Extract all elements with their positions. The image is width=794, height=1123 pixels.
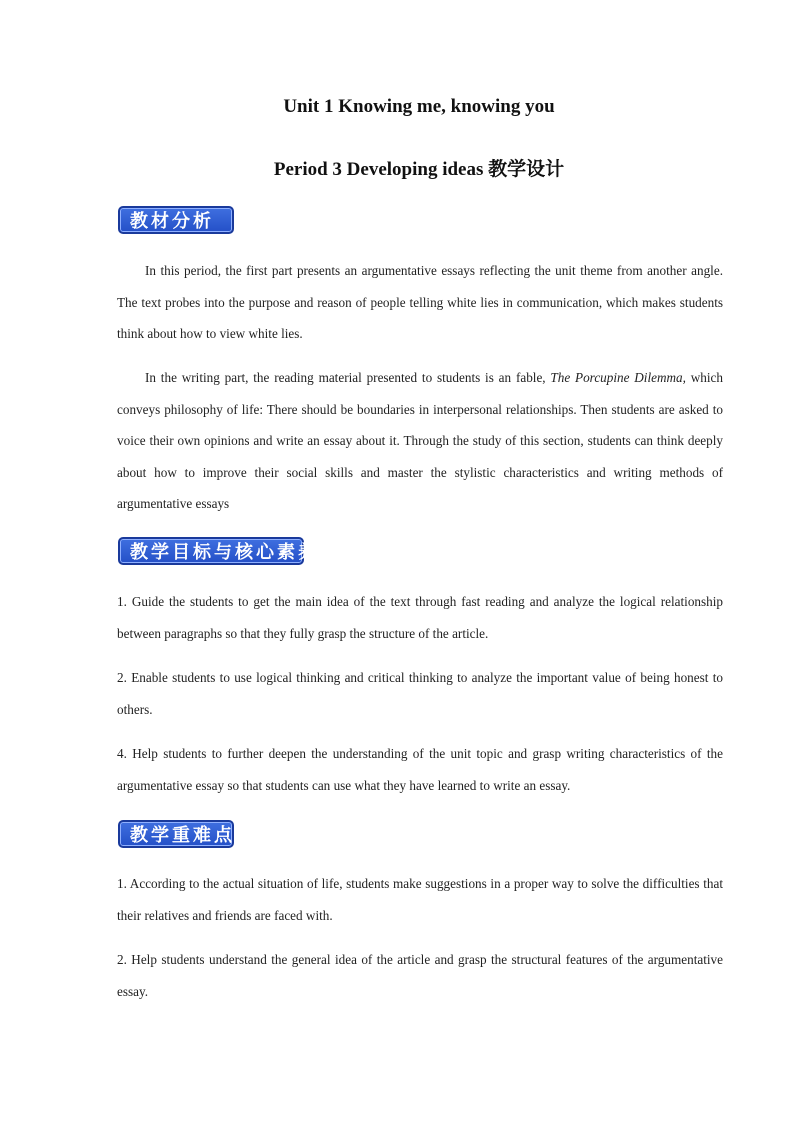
analysis-paragraph-2	[117, 362, 723, 520]
analysis-paragraph-2-start: In the writing part, the reading material presented to students is an fable,	[145, 370, 551, 385]
goal-item-3: 4. Help students to further deepen the understanding of the unit topic and grasp writing characteristics of the argumentative essay so that students can use what they have learned to write an essay.	[117, 746, 723, 793]
key-point-item-1: 1. According to the actual situation of life, students make suggestions in a proper way to solve the difficulties that their relatives and friends are faced with.	[117, 876, 723, 923]
fable-title: The Porcupine Dilemma,	[550, 370, 686, 385]
document-title: Unit 1 Knowing me, knowing you	[283, 96, 555, 117]
section-badge-key-points: 教学重难点	[118, 820, 234, 848]
goal-item-2: 2. Enable students to use logical thinking and critical thinking to analyze the important value of being honest to others.	[117, 670, 723, 717]
analysis-paragraph-2-end: which conveys philosophy of life: There should be boundaries in interpersonal relationships. Then students are asked to voice their own opinions and write an essay about it. Through the study of this section, students can think deeply about how to improve their social skills and master the stylistic characteristics and writing methods of argumentative essays	[117, 370, 723, 511]
analysis-paragraph-1: In this period, the first part presents an argumentative essays reflecting the unit theme from another angle. The text probes into the purpose and reason of people telling white lies in communication, which makes students think about how to view white lies.	[117, 263, 723, 341]
goal-item-1: 1. Guide the students to get the main idea of the text through fast reading and analyze the logical relationship between paragraphs so that they fully grasp the structure of the article.	[117, 594, 723, 641]
section-badge-analysis: 教材分析	[118, 206, 234, 234]
document-subtitle: Period 3 Developing ideas 教学设计	[273, 159, 565, 180]
section-badge-goals: 教学目标与核心素养	[118, 537, 304, 565]
key-point-item-2: 2. Help students understand the general idea of the article and grasp the structural features of the argumentative essay.	[117, 952, 723, 999]
